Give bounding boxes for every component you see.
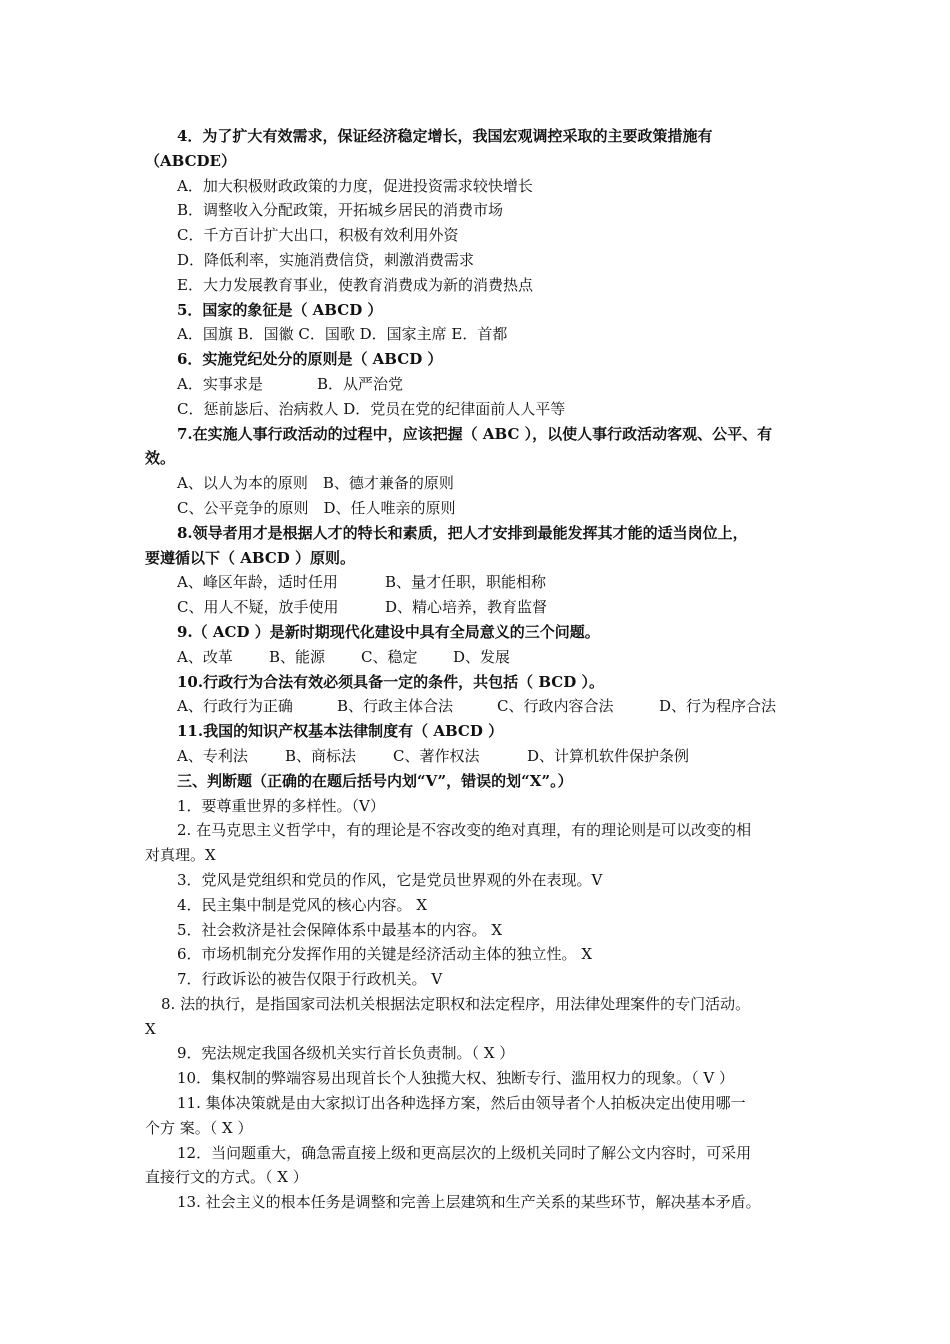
q11-option-a: A、专利法 — [177, 746, 248, 765]
tf-8-line2: X — [145, 1019, 156, 1038]
q6-options-ab — [145, 372, 825, 397]
q10-option-c: C、行政内容合法 — [497, 697, 614, 716]
q4-option-e: E．大力发展教育事业，使教育消费成为新的消费热点 — [177, 275, 533, 294]
q4-stem-line1: 4．为了扩大有效需求，保证经济稳定增长，我国宏观调控采取的主要政策措施有 — [177, 127, 713, 145]
q7-stem-line1: 7.在实施人事行政活动的过程中，应该把握（ ABC ），以使人事行政活动客观、公平、有 — [177, 424, 773, 443]
tf-3: 3．党风是党组织和党员的作风，它是党员世界观的外在表现。V — [177, 870, 603, 889]
tf-10: 10．集权制的弊端容易出现首长个人独揽大权、独断专行、滥用权力的现象。（ V ） — [177, 1069, 734, 1088]
tf-12-line2: 直接行文的方式。（ X ） — [145, 1168, 308, 1187]
section-3-heading: 三、判断题（正确的在题后括号内划“V”，错误的划“X”。） — [177, 771, 573, 790]
q10-options — [145, 694, 825, 719]
q8-options-cd — [145, 595, 825, 620]
q8-option-c: C、用人不疑，放手使用 — [177, 598, 339, 617]
q10-option-b: B、行政主体合法 — [337, 697, 454, 716]
q8-stem-line2: 要遵循以下（ ABCD ）原则。 — [145, 548, 355, 567]
q4-stem-line2: （ABCDE） — [145, 151, 236, 170]
q10-option-d: D、行为程序合法 — [659, 697, 777, 716]
q9-option-a: A、改革 — [177, 647, 233, 666]
q9-stem: 9.（ ACD ）是新时期现代化建设中具有全局意义的三个问题。 — [177, 622, 600, 641]
tf-2-line1: 2. 在马克思主义哲学中，有的理论是不容改变的绝对真理，有的理论则是可以改变的相 — [177, 821, 752, 840]
q7-options-ab: A、以人为本的原则 B、德才兼备的原则 — [177, 474, 454, 493]
q9-option-d: D、发展 — [453, 647, 511, 666]
tf-12-line1: 12．当问题重大，确急需直接上级和更高层次的上级机关同时了解公文内容时，可采用 — [177, 1143, 752, 1162]
q4-option-a: A．加大积极财政政策的力度，促进投资需求较快增长 — [177, 176, 533, 195]
q10-option-a: A、行政行为正确 — [177, 697, 293, 716]
q9-options — [145, 645, 825, 670]
q5-stem: 5．国家的象征是（ ABCD ） — [177, 300, 383, 319]
tf-7: 7．行政诉讼的被告仅限于行政机关。 V — [177, 970, 443, 989]
q6-stem: 6．实施党纪处分的原则是（ ABCD ） — [177, 350, 443, 369]
q4-option-b: B．调整收入分配政策，开拓城乡居民的消费市场 — [177, 201, 504, 220]
q11-options — [145, 744, 825, 769]
q7-stem-line2: 效。 — [145, 449, 176, 468]
document-body — [145, 124, 825, 1215]
tf-6: 6．市场机制充分发挥作用的关键是经济活动主体的独立性。 X — [177, 945, 592, 964]
q8-options-ab — [145, 570, 825, 595]
tf-11-line2: 个方 案。（ X ） — [145, 1118, 253, 1137]
q8-option-a: A、峰区年龄，适时任用 — [177, 573, 338, 592]
q8-option-d: D、精心培养，教育监督 — [385, 598, 548, 617]
tf-2-line2: 对真理。X — [145, 846, 216, 865]
q7-options-cd: C、公平竞争的原则 D、任人唯亲的原则 — [177, 498, 456, 517]
q10-stem: 10.行政行为合法有效必须具备一定的条件，共包括（ BCD ）。 — [177, 672, 604, 691]
q6-option-a: A．实事求是 — [177, 374, 263, 393]
q11-option-b: B、商标法 — [285, 746, 357, 765]
tf-5: 5．社会救济是社会保障体系中最基本的内容。 X — [177, 920, 502, 939]
tf-8-line1: 8. 法的执行，是指国家司法机关根据法定职权和法定程序，用法律处理案件的专门活动。 — [161, 994, 751, 1013]
q4-option-d: D．降低利率，实施消费信贷，刺激消费需求 — [177, 250, 475, 269]
q11-option-c: C、著作权法 — [393, 746, 480, 765]
tf-1: 1．要尊重世界的多样性。（V） — [177, 796, 385, 815]
q9-option-c: C、稳定 — [361, 647, 418, 666]
tf-9: 9．宪法规定我国各级机关实行首长负责制。（ X ） — [177, 1044, 515, 1063]
q4-option-c: C．千方百计扩大出口，积极有效利用外资 — [177, 226, 459, 245]
q6-options-cd: C．惩前毖后、治病救人 D．党员在党的纪律面前人人平等 — [177, 399, 566, 418]
tf-11-line1: 11. 集体决策就是由大家拟订出各种选择方案，然后由领导者个人拍板决定出使用哪一 — [177, 1094, 746, 1113]
tf-13: 13. 社会主义的根本任务是调整和完善上层建筑和生产关系的某些环节，解决基本矛盾。 — [177, 1193, 761, 1212]
q6-option-b: B．从严治党 — [317, 374, 404, 393]
q8-option-b: B、量才任职，职能相称 — [385, 573, 547, 592]
q11-stem: 11.我国的知识产权基本法律制度有（ ABCD ） — [177, 722, 504, 741]
q11-option-d: D、计算机软件保护条例 — [527, 746, 690, 765]
q5-options: A．国旗 B．国徽 C．国歌 D．国家主席 E．首都 — [177, 325, 508, 344]
q8-stem-line1: 8.领导者用才是根据人才的特长和素质，把人才安排到最能发挥其才能的适当岗位上， — [177, 523, 748, 542]
q9-option-b: B、能源 — [269, 647, 326, 666]
tf-4: 4．民主集中制是党风的核心内容。 X — [177, 895, 427, 914]
